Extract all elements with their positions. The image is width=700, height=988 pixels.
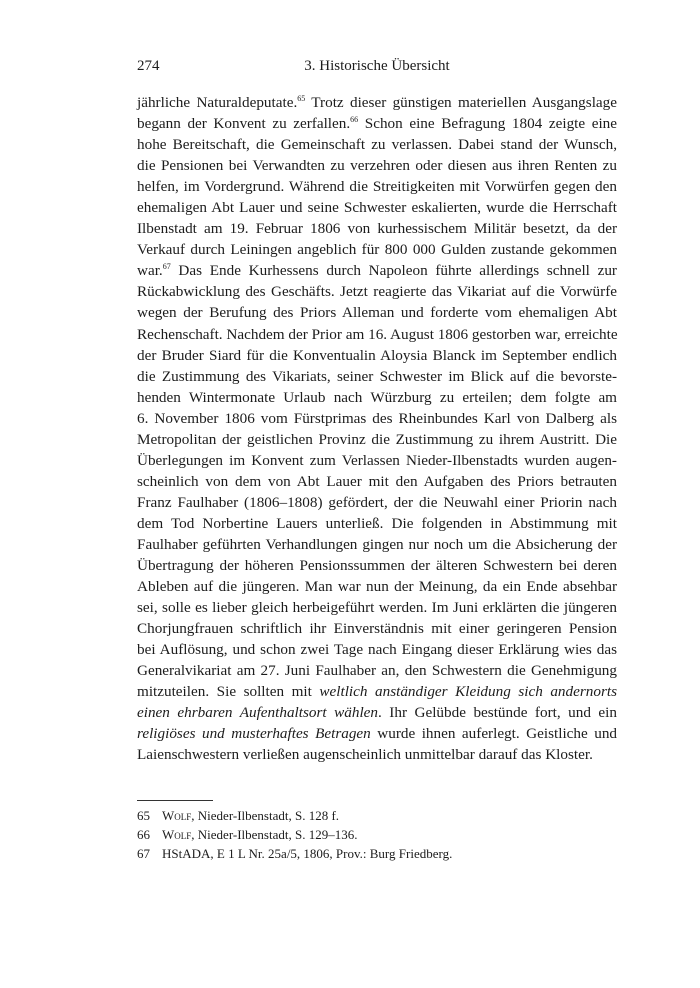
text-segment: Rechenschaft. Nachdem der Prior am 16. August 1806 gestorben war, erreichte bbox=[137, 325, 618, 343]
footnote-text: , Nieder-Ilbenstadt, S. 128 f. bbox=[191, 808, 340, 823]
italic-quote: einen ehrbaren Aufenthaltsort wählen bbox=[137, 704, 378, 722]
text-line bbox=[137, 492, 617, 513]
text-segment: war. bbox=[137, 262, 163, 280]
italic-quote: weltlich anständiger Kleidung sich andernorts bbox=[319, 683, 617, 701]
text-line bbox=[137, 534, 617, 555]
text-line bbox=[137, 155, 617, 176]
text-line bbox=[137, 218, 617, 239]
text-line bbox=[137, 408, 617, 429]
text-segment: mitzuteilen. Sie sollten mit bbox=[137, 683, 320, 701]
text-segment: wurde ihnen auferlegt. Geistliche und bbox=[370, 725, 618, 743]
text-segment: Faulhaber geführten Verhandlungen gingen nur noch um die Absicherung der bbox=[137, 535, 617, 553]
text-segment: die Pensionen bei Verwandten zu verzehren oder diesen aus ihren Renten zu bbox=[137, 157, 617, 175]
text-segment: hohe Bereitschaft, die Gemeinschaft zu verlassen. Dabei stand der Wunsch, bbox=[137, 136, 617, 154]
text-segment: Schon eine Befragung 1804 zeigte eine bbox=[358, 115, 618, 133]
footnote-reference: 67 bbox=[162, 262, 171, 272]
text-segment: . Ihr Gelübde bestünde fort, und ein bbox=[378, 704, 617, 722]
text-segment: Ableben auf die jüngeren. Man war nun der Meinung, da ein Ende absehbar bbox=[137, 578, 617, 596]
text-line bbox=[137, 429, 617, 450]
text-segment: helfen, im Vordergrund. Während die Streitigkeiten mit Vorwürfen gegen den bbox=[137, 178, 617, 196]
text-segment: henden Wintermonate Urlaub nach Würzburg zu erteilen; dem folgte am bbox=[137, 388, 617, 406]
text-segment: wegen der Berufung des Priors Alleman und forderte vom ehemaligen Abt bbox=[137, 304, 617, 322]
text-line bbox=[137, 239, 617, 260]
text-line bbox=[137, 450, 617, 471]
text-segment: Chorjungfrauen schriftlich ihr Einverständnis mit einer geringeren Pension bbox=[137, 620, 617, 638]
italic-quote: religiöses und musterhaftes Betragen bbox=[137, 725, 371, 743]
body-text bbox=[137, 92, 617, 766]
text-segment: Das Ende Kurhessens durch Napoleon führte allerdings schnell zur bbox=[170, 262, 617, 280]
footnote bbox=[137, 825, 617, 844]
text-segment: ehemaligen Abt Lauer und seine Schwester eskalierten, wurde die Herrschaft bbox=[137, 199, 617, 217]
text-line bbox=[137, 723, 617, 744]
footnotes bbox=[137, 806, 617, 863]
text-segment: Übertragung der höheren Pensionssummen der älteren Schwestern bei deren bbox=[137, 557, 617, 575]
text-segment: 6. November 1806 vom Fürstprimas des Rheinbundes Karl von Dalberg als bbox=[137, 409, 617, 427]
footnote-author: Wolf bbox=[162, 827, 192, 842]
text-line bbox=[137, 260, 617, 281]
footnote bbox=[137, 806, 617, 825]
text-line bbox=[137, 345, 617, 366]
footnote-reference: 65 bbox=[297, 94, 306, 103]
text-line bbox=[137, 387, 617, 408]
footnote-number: 66 bbox=[137, 827, 150, 842]
text-line bbox=[137, 618, 617, 639]
page-number: 274 bbox=[137, 58, 160, 74]
text-line bbox=[137, 92, 617, 113]
text-segment: Franz Faulhaber (1806–1808) gefördert, der die Neuwahl einer Priorin nach bbox=[137, 493, 617, 511]
text-line bbox=[137, 324, 617, 345]
text-segment: Laienschwestern verließen augenscheinlich unmittelbar darauf das Kloster. bbox=[137, 746, 593, 764]
text-line bbox=[137, 302, 617, 323]
text-line bbox=[137, 513, 617, 534]
text-line bbox=[137, 597, 617, 618]
footnote-number: 67 bbox=[137, 846, 150, 861]
footnote-number: 65 bbox=[137, 808, 150, 823]
text-segment: Überlegungen im Konvent zum Verlassen Nieder-Ilbenstadts wurden augen- bbox=[137, 451, 617, 469]
text-line bbox=[137, 744, 617, 765]
text-segment: Ilbenstadt am 19. Februar 1806 von kurhessischem Militär besetzt, da der bbox=[137, 220, 617, 238]
text-segment: Metropolitan der geistlichen Provinz die Zustimmung zu ihrem Austritt. Die bbox=[137, 430, 617, 448]
text-line bbox=[137, 197, 617, 218]
text-segment: Trotz dieser günstigen materiellen Ausgangslage bbox=[305, 94, 617, 111]
footnote-reference: 66 bbox=[350, 115, 359, 125]
text-line bbox=[137, 702, 617, 723]
text-segment: scheinlich von dem von Abt Lauer mit den Aufgaben des Priors betrauten bbox=[137, 472, 617, 490]
text-line bbox=[137, 576, 617, 597]
footnote bbox=[137, 844, 617, 863]
text-segment: Rückabwicklung des Geschäfts. Jetzt reagierte das Vikariat auf die Vorwürfe bbox=[137, 283, 617, 301]
running-head: 3. Historische Übersicht bbox=[304, 58, 450, 74]
text-line bbox=[137, 555, 617, 576]
footnote-text: , Nieder-Ilbenstadt, S. 129–136. bbox=[191, 827, 358, 842]
text-segment: Generalvikariat am 27. Juni Faulhaber an, den Schwestern die Genehmigung bbox=[137, 662, 617, 680]
text-line bbox=[137, 281, 617, 302]
text-segment: bei Auflösung, und schon zwei Tage nach Eingang dieser Erklärung wies das bbox=[137, 641, 617, 659]
text-line bbox=[137, 660, 617, 681]
text-segment: dem Tod Norbertine Lauers unterließ. Die folgenden in Abstimmung mit bbox=[137, 514, 617, 532]
footnote-author: Wolf bbox=[162, 808, 192, 823]
text-line bbox=[137, 176, 617, 197]
text-segment: Verkauf durch Leiningen angeblich für 800 000 Gulden zustande gekommen bbox=[137, 241, 617, 259]
text-segment: der Bruder Siard für die Konventualin Aloysia Blanck im September endlich bbox=[137, 346, 617, 364]
footnote-separator bbox=[137, 800, 213, 801]
text-line bbox=[137, 134, 617, 155]
text-segment: die Zustimmung des Vikariats, seiner Schwester im Blick auf die bevorste- bbox=[137, 367, 617, 385]
text-line bbox=[137, 639, 617, 660]
text-segment: sei, solle es lieber gleich herbeigeführt werden. Im Juni erklärten die jüngeren bbox=[137, 599, 617, 617]
text-line bbox=[137, 681, 617, 702]
text-segment: begann der Konvent zu zerfallen. bbox=[137, 115, 351, 133]
text-line bbox=[137, 366, 617, 387]
text-segment: jährliche Naturaldeputate. bbox=[137, 94, 298, 111]
text-line bbox=[137, 471, 617, 492]
text-line bbox=[137, 113, 617, 134]
footnote-text: HStADA, E 1 L Nr. 25a/5, 1806, Prov.: Burg Friedberg. bbox=[162, 846, 453, 861]
